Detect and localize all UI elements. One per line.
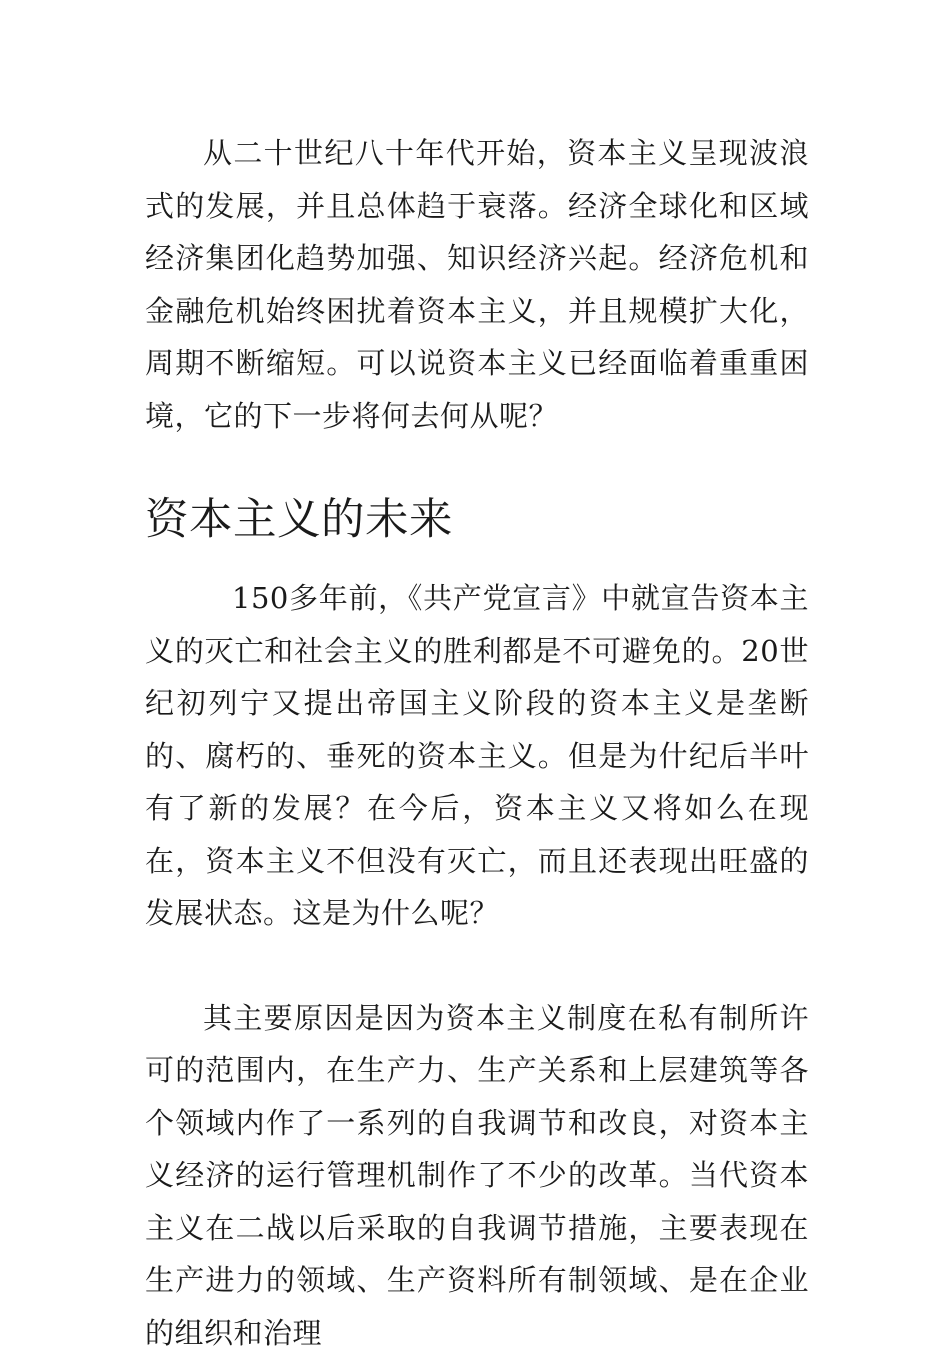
- paragraph-manifesto: 150多年前，《共产党宣言》中就宣告资本主义的灭亡和社会主义的胜利都是不可避免的。20世纪初列宁又提出帝国主义阶段的资本主义是垄断的、腐朽的、垂死的资本主义。但是为什纪后半叶有了新的发展？在今后，资本主义又将如么在现在，资本主义不但没有灭亡，而且还表现出旺盛的发展状态。这是为什么呢？: [145, 572, 809, 940]
- paragraph-reasons: 其主要原因是因为资本主义制度在私有制所许可的范围内，在生产力、生产关系和上层建筑等各个领域内作了一系列的自我调节和改良，对资本主义经济的运行管理机制作了不少的改革。当代资本主义在二战以后采取的自我调节措施，主要表现在生产进力的领域、生产资料所有制领域、是在企业的组织和治理: [145, 992, 809, 1359]
- paragraph-intro: 从二十世纪八十年代开始，资本主义呈现波浪式的发展，并且总体趋于衰落。经济全球化和区域经济集团化趋势加强、知识经济兴起。经济危机和金融危机始终困扰着资本主义，并且规模扩大化，周期不断缩短。可以说资本主义已经面临着重重困境，它的下一步将何去何从呢？: [145, 127, 809, 442]
- section-heading: 资本主义的未来: [145, 494, 809, 546]
- document-page: [145, 127, 809, 1359]
